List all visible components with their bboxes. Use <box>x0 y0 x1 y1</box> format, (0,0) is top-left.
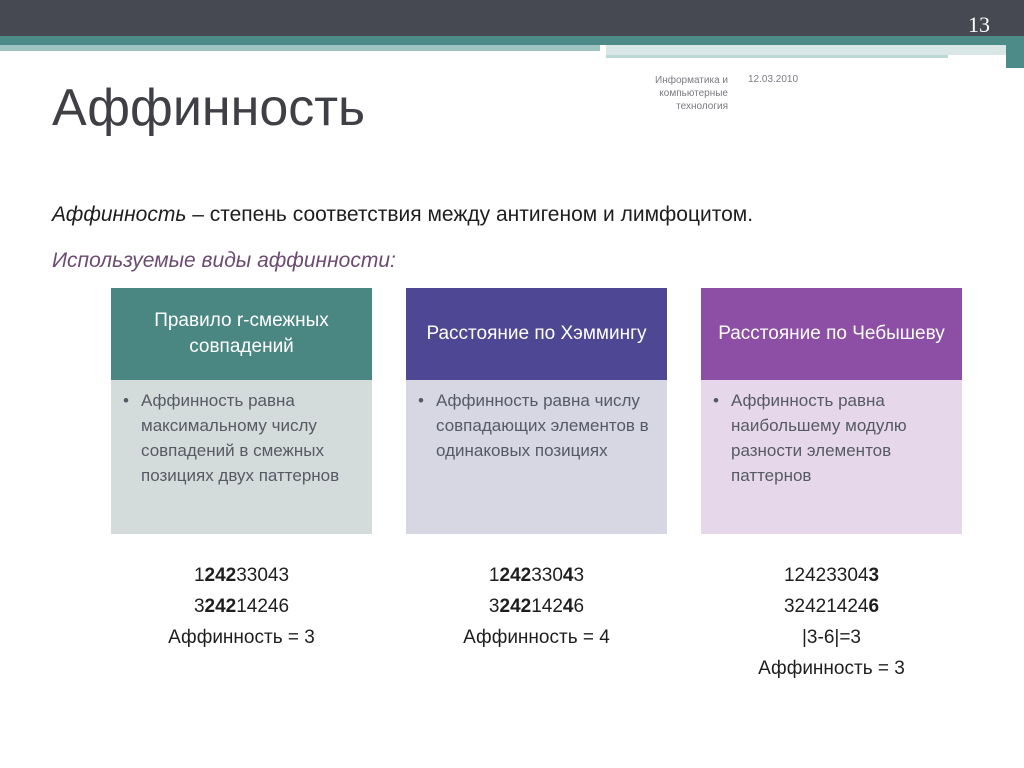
example-line: 324214246 <box>488 596 585 617</box>
example-result: Аффинность = 4 <box>463 627 610 648</box>
bullet-icon: • <box>123 391 129 410</box>
card-bullet-text: Аффинность равна числу совпадающих элементов в одинаковых позициях <box>436 391 649 460</box>
card-r-contiguous <box>111 288 372 534</box>
card-body <box>111 380 372 534</box>
definition-term: Аффинность <box>52 203 187 226</box>
course-name-line: Информатика и <box>655 75 728 86</box>
slide-date: 12.03.2010 <box>748 74 799 85</box>
course-name <box>622 74 728 113</box>
example-r-contiguous <box>111 560 372 653</box>
top-bar <box>0 0 1024 36</box>
accent-stripe-light <box>0 45 600 51</box>
slide-title: Аффинность <box>52 79 366 137</box>
example-line: 124233043 <box>488 565 585 586</box>
accent-stripe-thin <box>606 55 948 58</box>
example-result: Аффинность = 3 <box>758 658 905 679</box>
card-header: Правило r-смежных совпадений <box>111 288 372 380</box>
card-body <box>406 380 667 534</box>
accent-stripe-pale <box>606 45 1006 55</box>
course-name-line: технология <box>676 101 728 112</box>
card-body <box>701 380 962 534</box>
card-chebyshev <box>701 288 962 534</box>
subtitle: Используемые виды аффинности: <box>52 249 396 272</box>
example-diff: |3-6|=3 <box>802 627 861 648</box>
corner-accent <box>1006 36 1024 68</box>
example-hamming <box>406 560 667 653</box>
card-header: Расстояние по Чебышеву <box>701 288 962 380</box>
accent-stripe <box>0 36 1024 45</box>
example-chebyshev <box>701 560 962 684</box>
definition-text: – степень соответствия между антигеном и лимфоцитом. <box>186 203 754 226</box>
example-line: 324214246 <box>783 596 880 617</box>
card-bullet-text: Аффинность равна максимальному числу совпадений в смежных позициях двух паттернов <box>141 391 340 485</box>
example-line: 124233043 <box>193 565 290 586</box>
card-header: Расстояние по Хэммингу <box>406 288 667 380</box>
slide-number: 13 <box>968 12 990 37</box>
course-name-line: компьютерные <box>659 88 728 99</box>
card-bullet-text: Аффинность равна наибольшему модулю разности элементов паттернов <box>731 391 907 485</box>
bullet-icon: • <box>713 391 719 410</box>
example-line: 324214246 <box>193 596 290 617</box>
card-hamming <box>406 288 667 534</box>
example-result: Аффинность = 3 <box>168 627 315 648</box>
definition <box>52 203 753 227</box>
example-line: 124233043 <box>783 565 880 586</box>
bullet-icon: • <box>418 391 424 410</box>
